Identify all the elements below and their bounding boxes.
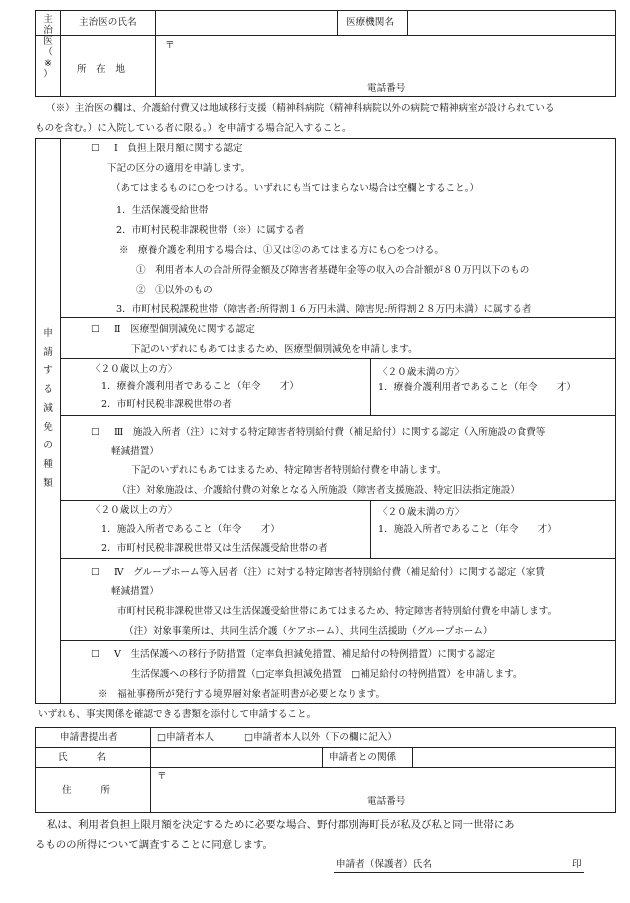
signature-label: 申請者（保護者）氏名 <box>336 859 432 870</box>
section3-left-item2: 2．市町村民税非課税世帯又は生活保護受給世帯の者 <box>101 543 328 554</box>
doctor-name-field[interactable] <box>157 12 335 34</box>
section2-right-item1: 1．療養介護利用者であること（年令 才） <box>378 382 576 393</box>
section4-checkbox[interactable]: □ <box>91 567 100 577</box>
section3-title2: 軽減措置） <box>111 446 159 457</box>
postal-mark: 〒 <box>165 40 175 51</box>
section2-left-item1: 1．療養介護利用者であること（年令 才） <box>101 381 299 392</box>
section2-right-header: 〈２０歳未満の方〉 <box>378 367 465 378</box>
section2-line1: 下記のいずれにもあてはまるため、医療型個別減免を申請します。 <box>131 344 418 355</box>
submitter-address-field[interactable] <box>170 769 610 791</box>
section1-checkbox[interactable]: □ <box>91 143 100 153</box>
submitter-phone-label: 電話番号 <box>367 796 406 807</box>
doctor-address-field[interactable] <box>178 38 608 78</box>
submitter-address-label: 住 所 <box>62 785 110 796</box>
section3-note: （注）対象施設は、介護給付費の対象となる入所施設（障害者支援施設、特定旧法指定施設） <box>117 485 520 496</box>
section1-sub1: ① 利用者本人の合計所得金額及び障害者基礎年金等の収入の合計額が８０万円以下のもの <box>136 265 530 276</box>
section1-sub2: ② ①以外のもの <box>136 285 213 296</box>
doctor-section-label: 主 治 医 （ ※ ） <box>43 14 53 81</box>
section1-item3: 3．市町村民税課税世帯（障害者:所得割１６万円未満、障害児:所得割２８万円未満）に属する者 <box>116 304 532 315</box>
section2-title: Ⅱ 医療型個別減免に関する認定 <box>114 324 255 335</box>
doctor-name-label: 主治医の氏名 <box>79 17 137 28</box>
section1-line1: 下記の区分の適用を申請します。 <box>107 163 251 174</box>
section5-line1: 生活保護への移行予防措置（□定率負担減免措置 □補足給付の特例措置）を申請します。 <box>131 669 523 680</box>
doctor-address-label: 所 在 地 <box>77 64 125 75</box>
consent-line2: るものの所得について調査することに同意します。 <box>35 839 273 851</box>
section2-left-header: 〈２０歳以上の方〉 <box>91 364 178 375</box>
section5-note: ※ 福祉事務所が発行する境界層対象者証明書が必要となります。 <box>98 689 386 700</box>
institution-field[interactable] <box>409 12 613 34</box>
submitter-name-label: 氏 名 <box>58 752 106 763</box>
submitter-label: 申請書提出者 <box>60 732 118 743</box>
submitter-option-other[interactable]: □申請者本人以外（下の欄に記入） <box>244 732 397 743</box>
section1-title: Ⅰ 負担上限月額に関する認定 <box>114 143 243 154</box>
section3-checkbox[interactable]: □ <box>91 427 100 437</box>
reduction-section-label: 申 請 す る 減 免 の 種 類 <box>43 328 53 489</box>
section1-item1: 1．生活保護受給世帯 <box>116 205 209 216</box>
section2-checkbox[interactable]: □ <box>91 324 100 334</box>
section4-title: Ⅳ グループホーム等入居者（注）に対する特定障害者特別給付費（補足給付）に関する認定（家賃 <box>114 567 545 578</box>
submitter-option-self[interactable]: □申請者本人 <box>157 732 215 743</box>
attach-note: いずれも、事実関係を確認できる書類を添付して申請すること。 <box>38 709 317 720</box>
section4-line1: 市町村民税非課税世帯又は生活保護受給世帯にあてはまるため、特定障害者特別給付費を申請します。 <box>117 606 558 617</box>
institution-label: 医療機関名 <box>346 17 394 28</box>
section3-left-item1: 1．施設入所者であること（年令 才） <box>101 524 280 535</box>
section3-right-header: 〈２０歳未満の方〉 <box>378 507 465 518</box>
submitter-postal-mark: 〒 <box>157 771 167 782</box>
signature-line <box>334 872 584 873</box>
section5-checkbox[interactable]: □ <box>91 649 100 659</box>
doctor-note-line1: （※）主治医の欄は、介護給付費又は地域移行支援（精神科病院（精神科病院以外の病院で精神病室が設けられている <box>46 103 555 114</box>
section3-right-item1: 1．施設入所者であること（年令 才） <box>378 524 557 535</box>
section3-line1: 下記のいずれにもあてはまるため、特定障害者特別給付費を申請します。 <box>131 465 447 476</box>
section4-title2: 軽減措置） <box>111 586 159 597</box>
section5-title: Ⅴ 生活保護への移行予防措置（定率負担減免措置、補足給付の特例措置）に関する認定 <box>114 649 496 660</box>
section1-line2: （あてはまるものに○をつける。いずれにも当てはまらない場合は空欄とすること。） <box>111 183 480 194</box>
seal-mark: 印 <box>572 859 582 870</box>
section1-item2: 2．市町村民税非課税世帯（※）に属する者 <box>116 225 305 236</box>
consent-line1: 私は、利用者負担上限月額を決定するために必要な場合、野付郡別海町長が私及び私と同一世帯にあ <box>47 819 515 831</box>
section1-note: ※ 療養介護を利用する場合は、①又は②のあてはまる方にも○をつける。 <box>119 245 444 256</box>
signature-field[interactable] <box>445 856 565 871</box>
section4-note: （注）対象事業所は、共同生活介護（ケアホーム）、共同生活援助（グループホーム） <box>124 626 493 637</box>
relation-field[interactable] <box>414 749 613 766</box>
doctor-note-line2: ものを含む。）に入院している者に限る。）を申請する場合記入すること。 <box>35 123 352 134</box>
section3-title: Ⅲ 施設入所者（注）に対する特定障害者特別給付費（補足給付）に関する認定（入所施設の食費等 <box>114 427 546 438</box>
relation-label: 申請者との関係 <box>329 752 397 763</box>
doctor-phone-label: 電話番号 <box>367 83 406 94</box>
submitter-name-field[interactable] <box>152 749 320 766</box>
section2-left-item2: 2．市町村民税非課税世帯の者 <box>101 399 232 410</box>
section3-left-header: 〈２０歳以上の方〉 <box>91 505 178 516</box>
